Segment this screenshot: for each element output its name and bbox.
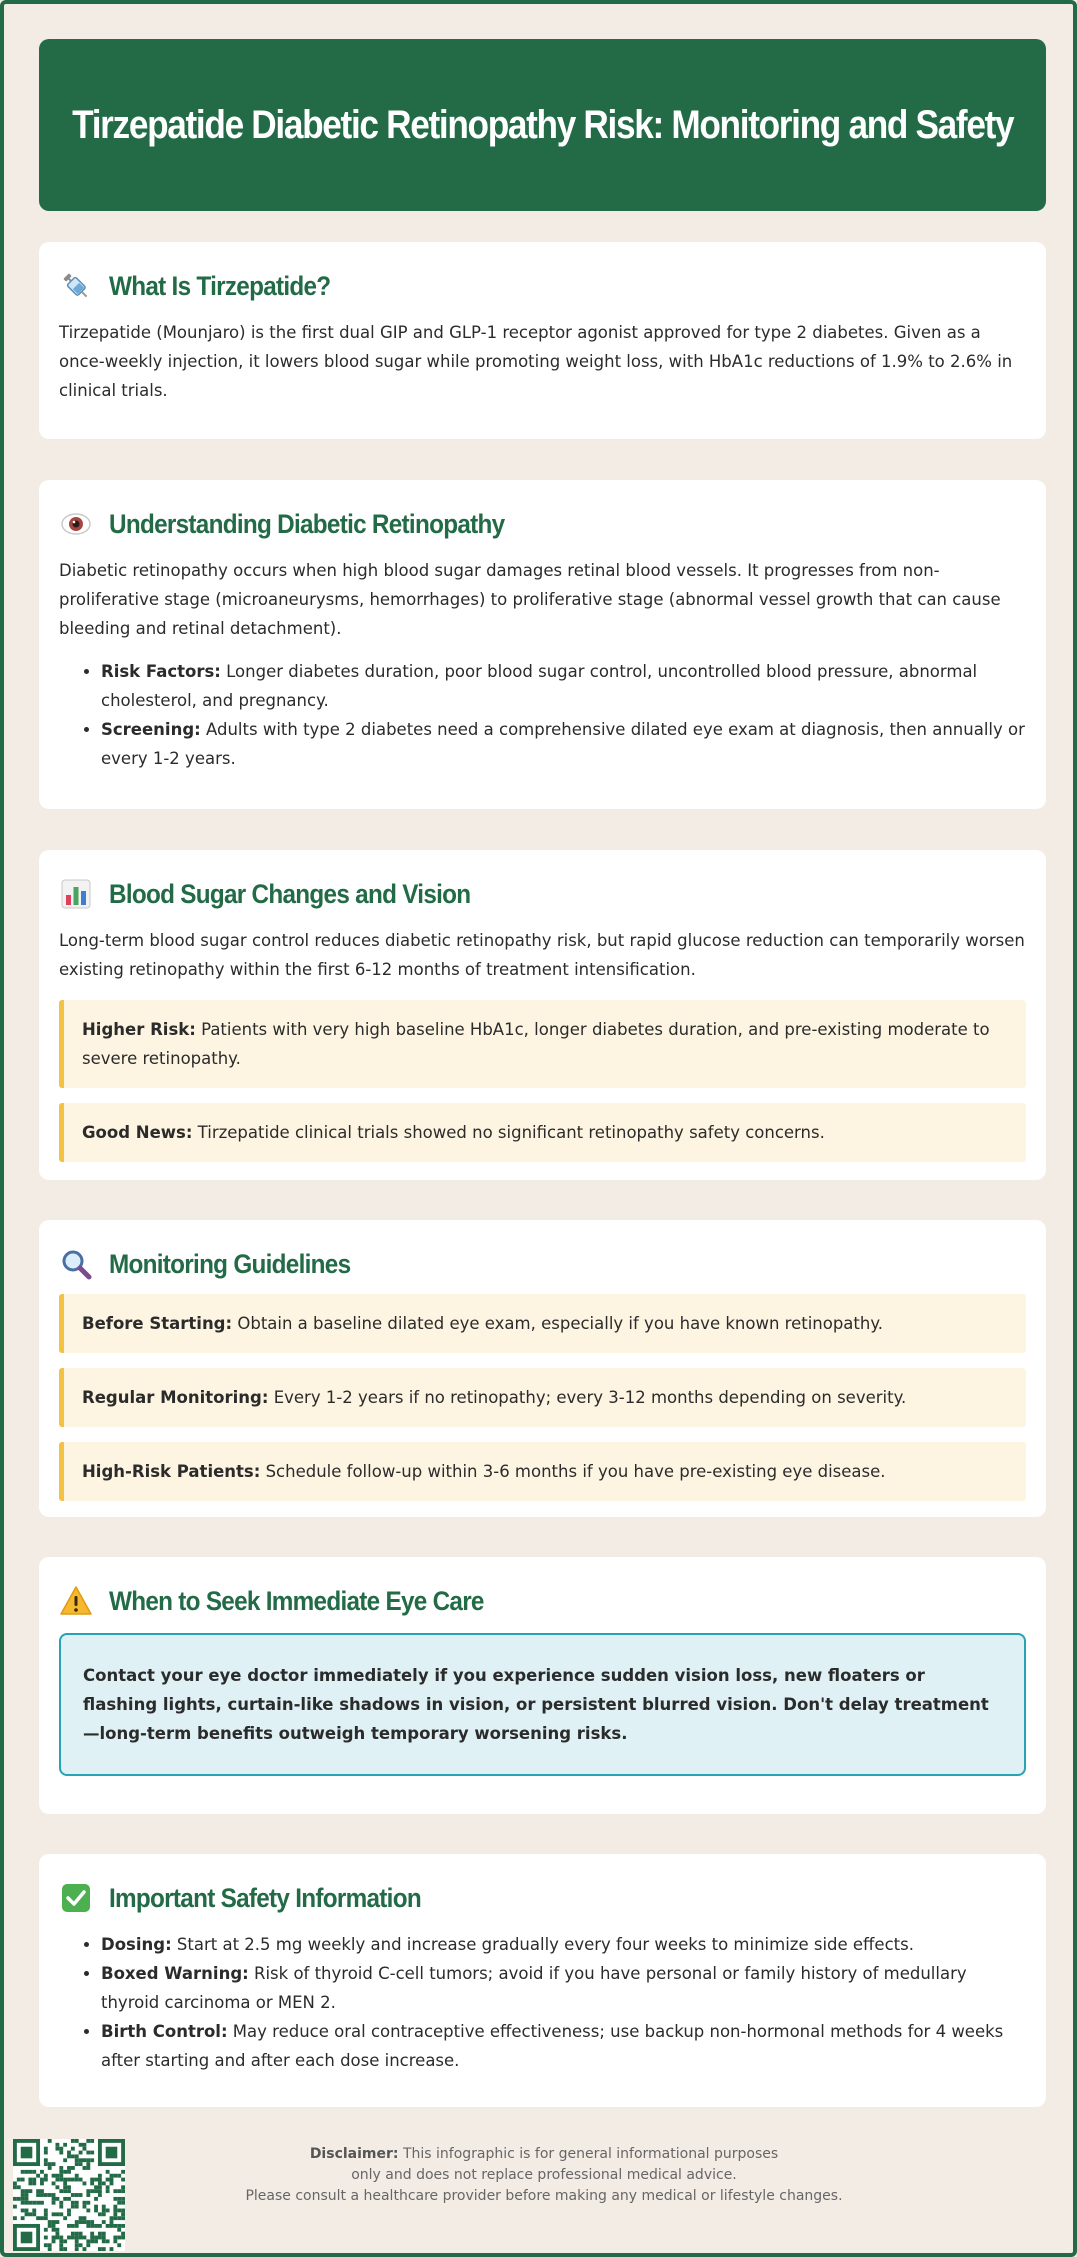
section-title: Monitoring Guidelines	[109, 1248, 351, 1279]
callout-text: Obtain a baseline dilated eye exam, especially if you have known retinopathy.	[232, 1314, 883, 1333]
callout-label: Before Starting:	[82, 1314, 233, 1333]
section-seek-eye-care	[39, 1557, 1046, 1814]
syringe-icon	[59, 269, 93, 303]
callout-label: Higher Risk:	[82, 1020, 196, 1039]
bullet-label: Boxed Warning:	[101, 1964, 249, 1983]
list-item	[101, 2017, 1026, 2075]
disclaimer-text: This infographic is for general informational purposes	[398, 2146, 779, 2162]
section-blood-sugar-vision	[39, 850, 1046, 1180]
disclaimer-text: Please consult a healthcare provider before making any medical or lifestyle changes.	[245, 2188, 843, 2204]
disclaimer-label: Disclaimer:	[309, 2146, 399, 2162]
callout-higher-risk	[59, 1000, 1026, 1088]
section-title: What Is Tirzepatide?	[109, 270, 331, 301]
bullet-text: Risk of thyroid C-cell tumors; avoid if you have personal or family history of medullary thyroid carcinoma or MEN 2.	[101, 1964, 967, 2012]
urgent-alert-box: Contact your eye doctor immediately if you experience sudden vision loss, new floaters or flashing lights, curtain-like shadows in vision, or persistent blurred vision. Don't delay treatment—long-term benefits outweigh temporary worsening risks.	[59, 1633, 1026, 1776]
callout-label: Regular Monitoring:	[82, 1388, 269, 1407]
bullet-text: May reduce oral contraceptive effectiveness; use backup non-hormonal methods for 4 weeks after starting and after each dose increase.	[101, 2022, 1004, 2070]
bullet-list	[59, 1930, 1026, 2075]
bullet-text: Start at 2.5 mg weekly and increase gradually every four weeks to minimize side effects.	[171, 1935, 914, 1954]
callout-text: Patients with very high baseline HbA1c, longer diabetes duration, and pre-existing moderate to severe retinopathy.	[82, 1020, 990, 1068]
qr-code[interactable]	[13, 2139, 125, 2251]
list-item	[101, 715, 1026, 773]
section-header	[59, 264, 1026, 308]
check-icon	[59, 1881, 93, 1915]
section-header	[59, 1579, 1026, 1623]
list-item	[101, 1930, 1026, 1959]
bullet-list	[59, 657, 1026, 773]
callout-regular-monitoring	[59, 1368, 1026, 1427]
list-item	[101, 1959, 1026, 2017]
section-body: Long-term blood sugar control reduces diabetic retinopathy risk, but rapid glucose reduction can temporarily worsen existing retinopathy within the first 6-12 months of treatment intensification.	[59, 931, 1025, 979]
callout-before-starting	[59, 1294, 1026, 1353]
bullet-text: Longer diabetes duration, poor blood sugar control, uncontrolled blood pressure, abnormal cholesterol, and pregnancy.	[101, 662, 978, 710]
bullet-label: Dosing:	[101, 1935, 172, 1954]
eye-icon	[59, 507, 93, 541]
section-safety-information	[39, 1854, 1046, 2107]
page-header	[39, 39, 1046, 211]
magnifier-icon	[59, 1247, 93, 1281]
list-item	[101, 657, 1026, 715]
callout-text: Tirzepatide clinical trials showed no significant retinopathy safety concerns.	[192, 1123, 825, 1142]
warning-icon	[59, 1584, 93, 1618]
disclaimer-text: only and does not replace professional medical advice.	[351, 2167, 737, 2183]
section-what-is-tirzepatide	[39, 242, 1046, 439]
callout-text: Every 1-2 years if no retinopathy; every 3-12 months depending on severity.	[268, 1388, 907, 1407]
section-title: Important Safety Information	[109, 1882, 421, 1913]
callout-high-risk-patients	[59, 1442, 1026, 1501]
section-body: Diabetic retinopathy occurs when high blood sugar damages retinal blood vessels. It progresses from non-proliferative stage (microaneurysms, hemorrhages) to proliferative stage (abnormal vessel growth that can cause bleeding and retinal detachment).	[59, 561, 1001, 638]
section-body: Tirzepatide (Mounjaro) is the first dual GIP and GLP-1 receptor agonist approved for type 2 diabetes. Given as a once-weekly injection, it lowers blood sugar while promoting weight loss, with HbA1c reductions of 1.9% to 2.6% in clinical trials.	[59, 323, 1013, 400]
section-title: When to Seek Immediate Eye Care	[109, 1585, 484, 1616]
section-title: Understanding Diabetic Retinopathy	[109, 508, 505, 539]
page-title: Tirzepatide Diabetic Retinopathy Risk: Monitoring and Safety	[71, 102, 1014, 147]
bar-chart-icon	[59, 877, 93, 911]
callout-label: High-Risk Patients:	[82, 1462, 261, 1481]
section-header	[59, 872, 1026, 916]
bullet-text: Adults with type 2 diabetes need a comprehensive dilated eye exam at diagnosis, then annually or every 1-2 years.	[101, 720, 1025, 768]
callout-label: Good News:	[82, 1123, 193, 1142]
section-understanding-retinopathy	[39, 480, 1046, 809]
section-header	[59, 1242, 1026, 1286]
bullet-label: Birth Control:	[101, 2022, 228, 2041]
callout-text: Schedule follow-up within 3-6 months if you have pre-existing eye disease.	[260, 1462, 886, 1481]
section-header	[59, 1876, 1026, 1920]
bullet-label: Screening:	[101, 720, 201, 739]
section-title: Blood Sugar Changes and Vision	[109, 878, 471, 909]
callout-good-news	[59, 1103, 1026, 1162]
disclaimer-footer	[204, 2144, 884, 2207]
disclaimer-line	[204, 2144, 884, 2165]
section-monitoring-guidelines	[39, 1220, 1046, 1517]
bullet-label: Risk Factors:	[101, 662, 221, 681]
section-header	[59, 502, 1026, 546]
